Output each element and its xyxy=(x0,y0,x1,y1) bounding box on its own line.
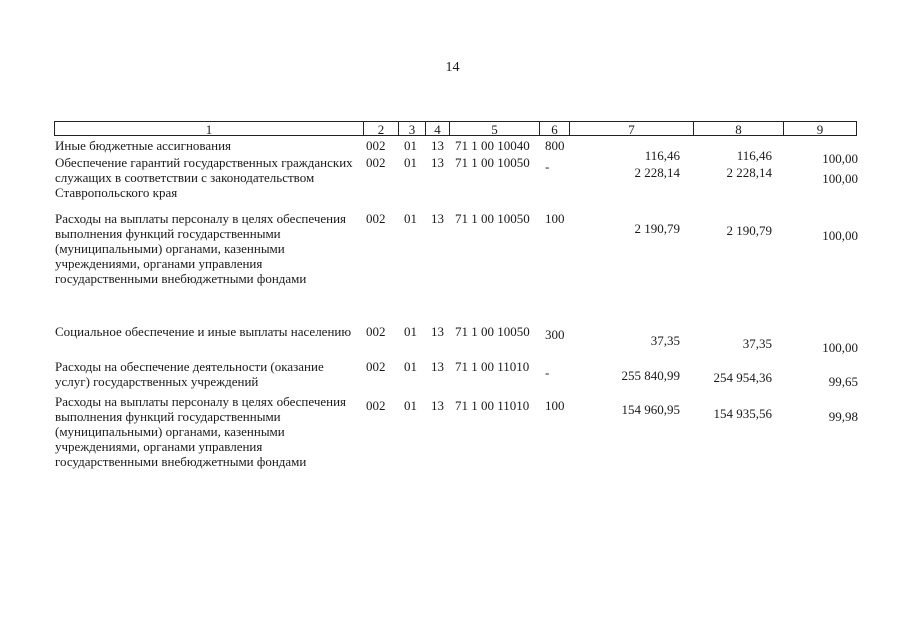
cell-c5: 71 1 00 10040 xyxy=(455,138,530,153)
row-name: Социальное обеспечение и иные выплаты населению xyxy=(55,324,352,339)
header-col-9: 9 xyxy=(784,121,857,136)
header-col-2: 2 xyxy=(364,121,399,136)
header-col-1: 1 xyxy=(54,121,364,136)
cell-c8: 116,46 xyxy=(736,148,772,163)
cell-c8: 2 190,79 xyxy=(726,223,772,238)
row-name: Иные бюджетные ассигнования xyxy=(55,138,232,153)
cell-c7: 2 228,14 xyxy=(634,165,680,180)
cell-c4: 13 xyxy=(431,211,444,226)
header-col-6: 6 xyxy=(540,121,570,136)
cell-c3: 01 xyxy=(404,211,417,226)
cell-c7: 2 190,79 xyxy=(634,221,680,236)
cell-c8: 37,35 xyxy=(742,336,772,351)
cell-c2: 002 xyxy=(366,359,386,374)
cell-c3: 01 xyxy=(404,155,417,170)
cell-c9: 100,00 xyxy=(822,228,858,243)
header-col-8: 8 xyxy=(694,121,784,136)
header-col-5: 5 xyxy=(450,121,540,136)
cell-c3: 01 xyxy=(404,398,417,413)
cell-c2: 002 xyxy=(366,155,386,170)
page-number: 14 xyxy=(445,60,460,75)
cell-c2: 002 xyxy=(366,324,386,339)
header-col-7: 7 xyxy=(570,121,694,136)
cell-c4: 13 xyxy=(431,398,444,413)
cell-c9: 100,00 xyxy=(822,171,858,186)
cell-c4: 13 xyxy=(431,359,444,374)
cell-c9: 100,00 xyxy=(822,151,858,166)
cell-c6: 100 xyxy=(545,211,565,226)
cell-c5: 71 1 00 10050 xyxy=(455,324,530,339)
cell-c9: 99,98 xyxy=(828,409,858,424)
cell-c5: 71 1 00 10050 xyxy=(455,211,530,226)
cell-c5: 71 1 00 11010 xyxy=(455,359,530,374)
cell-c4: 13 xyxy=(431,324,444,339)
cell-c8: 254 954,36 xyxy=(713,370,772,385)
cell-c5: 71 1 00 10050 xyxy=(455,155,530,170)
cell-c9: 100,00 xyxy=(822,340,858,355)
cell-c6: 800 xyxy=(545,138,565,153)
cell-c6: - xyxy=(545,159,550,174)
cell-c6: - xyxy=(545,365,550,380)
cell-c7: 154 960,95 xyxy=(621,402,680,417)
cell-c8: 154 935,56 xyxy=(713,406,772,421)
cell-c2: 002 xyxy=(366,138,386,153)
cell-c5: 71 1 00 11010 xyxy=(455,398,530,413)
header-col-3: 3 xyxy=(399,121,426,136)
cell-c9: 99,65 xyxy=(828,374,858,389)
row-name: Расходы на выплаты персоналу в целях обеспечения выполнения функций государственными (муниципальными) органами, казенными учреждениями, органами управления государственными внебюджетными фондами xyxy=(55,211,347,286)
cell-c2: 002 xyxy=(366,211,386,226)
cell-c8: 2 228,14 xyxy=(726,165,772,180)
row-name: Обеспечение гарантий государственных гражданских служащих в соответствии с законодательством Ставропольского края xyxy=(55,155,353,200)
row-name: Расходы на обеспечение деятельности (оказание услуг) государственных учреждений xyxy=(55,359,324,389)
header-col-4: 4 xyxy=(426,121,450,136)
cell-c6: 100 xyxy=(545,398,565,413)
cell-c3: 01 xyxy=(404,359,417,374)
row-name: Расходы на выплаты персоналу в целях обеспечения выполнения функций государственными (муниципальными) органами, казенными учреждениями, органами управления государственными внебюджетными фондами xyxy=(55,394,347,469)
cell-c7: 116,46 xyxy=(644,148,680,163)
cell-c6: 300 xyxy=(545,327,565,342)
cell-c4: 13 xyxy=(431,155,444,170)
cell-c2: 002 xyxy=(366,398,386,413)
cell-c7: 255 840,99 xyxy=(621,368,680,383)
cell-c7: 37,35 xyxy=(650,333,680,348)
cell-c3: 01 xyxy=(404,324,417,339)
cell-c3: 01 xyxy=(404,138,417,153)
cell-c4: 13 xyxy=(431,138,444,153)
